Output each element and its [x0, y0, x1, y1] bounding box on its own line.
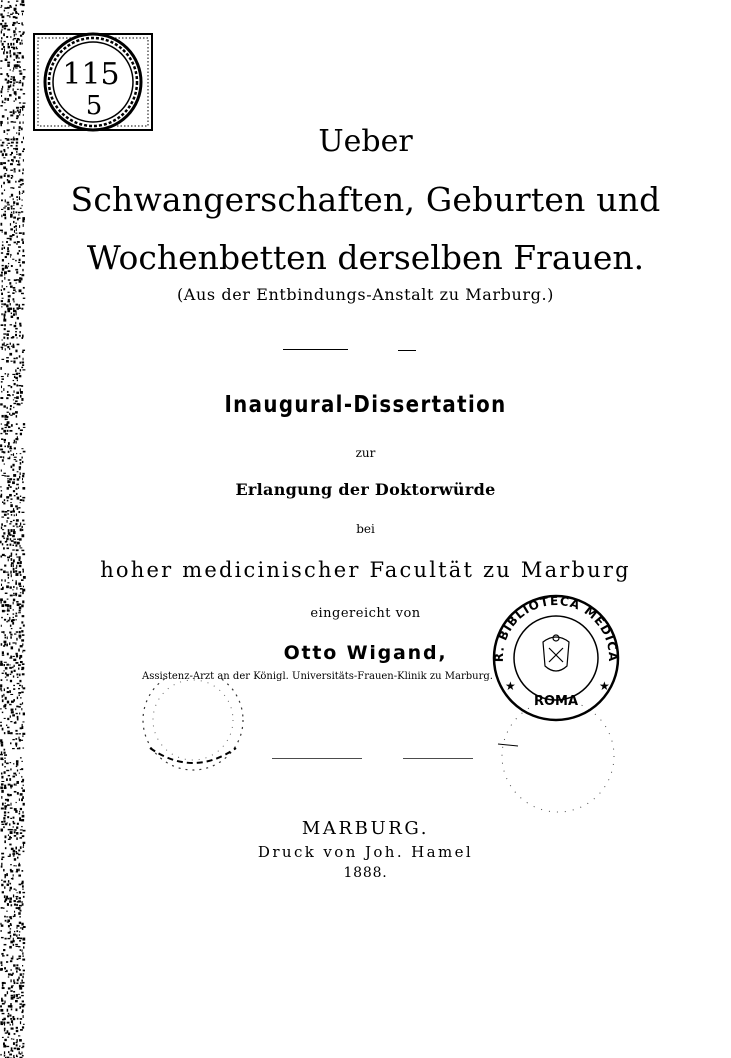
title-line-3: Wochenbetten derselben Frauen. [86, 238, 645, 277]
author-role: Assistenz-Arzt an der Königl. Universitäts-Frauen-Klinik zu Marburg. [142, 671, 493, 682]
faded-stamp-left [128, 678, 258, 778]
library-round-stamp [483, 592, 629, 722]
separator-rule [283, 349, 348, 350]
zur-text: zur [355, 446, 376, 460]
title-line-1: Ueber [318, 124, 413, 159]
round-stamp-text: R. BIBLIOTECA MEDICA [491, 593, 621, 663]
bei-text: bei [356, 522, 375, 536]
imprint-printer: Druck von Joh. Hamel [257, 843, 474, 861]
separator-rule-short [398, 350, 416, 351]
svg-text:R. BIBLIOTECA MEDICA [492, 594, 620, 662]
crest-icon [543, 635, 569, 671]
library-number-stamp [28, 30, 158, 134]
imprint-year: 1888. [343, 865, 388, 881]
title-line-2: Schwangerschaften, Geburten und [70, 180, 661, 219]
faculty-text: hoher medicinischer Facultät zu Marburg [100, 558, 631, 582]
binding-edge [0, 0, 26, 1058]
faded-stamp-right [478, 704, 628, 814]
purpose-text: Erlangung der Doktorwürde [235, 480, 496, 499]
stamp-number: 115 [62, 57, 120, 92]
faint-rule-left [272, 758, 362, 759]
author-name: Otto Wigand, [283, 642, 448, 664]
stamp-subnumber: 5 [85, 91, 103, 121]
dissertation-heading: Inaugural-Dissertation [224, 392, 507, 418]
star-icon: ★ [505, 679, 516, 693]
star-icon: ★ [599, 679, 610, 693]
submitted-by-text: eingereicht von [310, 606, 421, 621]
title-subtitle: (Aus der Entbindungs-Anstalt zu Marburg.) [176, 285, 555, 304]
faint-rule-right [403, 758, 473, 759]
imprint-place: MARBURG. [301, 818, 430, 839]
round-stamp-city: ROMA [533, 694, 579, 709]
